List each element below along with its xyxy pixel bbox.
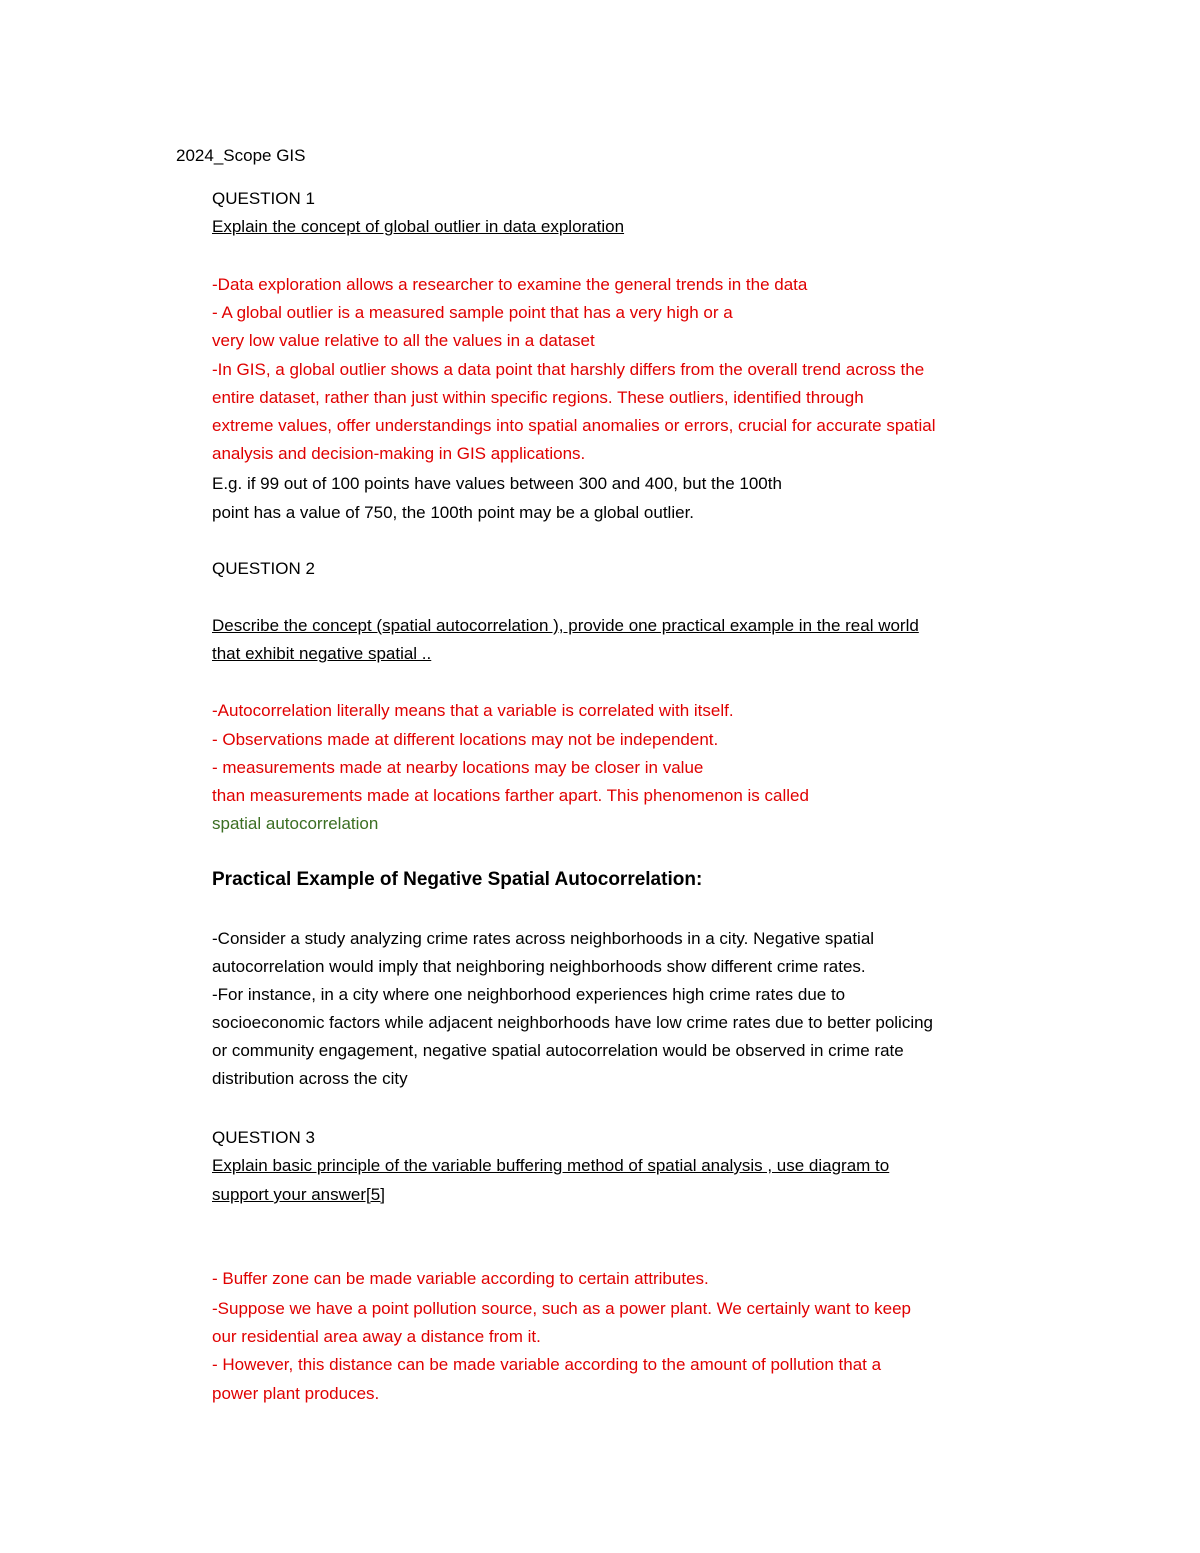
document-title: 2024_Scope GIS bbox=[176, 146, 306, 165]
q2-answer-line: than measurements made at locations farther apart. This phenomenon is called bbox=[212, 786, 809, 805]
q2-example-line: autocorrelation would imply that neighboring neighborhoods show different crime rates. bbox=[212, 957, 866, 976]
q1-example-line: point has a value of 750, the 100th point may be a global outlier. bbox=[212, 503, 695, 522]
q3-answer-line: power plant produces. bbox=[212, 1384, 380, 1403]
q2-answer-line: -Autocorrelation literally means that a variable is correlated with itself. bbox=[212, 701, 734, 720]
q1-answer-line: - A global outlier is a measured sample point that has a very high or a bbox=[212, 303, 733, 322]
q3-answer-line: - Buffer zone can be made variable according to certain attributes. bbox=[212, 1269, 709, 1288]
q2-example-line: distribution across the city bbox=[212, 1069, 408, 1088]
q3-answer-line: -Suppose we have a point pollution source, such as a power plant. We certainly want to keep bbox=[212, 1299, 911, 1318]
q2-example-line: -For instance, in a city where one neighborhood experiences high crime rates due to bbox=[212, 985, 846, 1004]
question-3-prompt-line: Explain basic principle of the variable buffering method of spatial analysis , use diagram to bbox=[212, 1156, 890, 1175]
q1-answer-line: -In GIS, a global outlier shows a data point that harshly differs from the overall trend across the bbox=[212, 360, 925, 379]
q1-example-line: E.g. if 99 out of 100 points have values between 300 and 400, but the 100th bbox=[212, 474, 782, 493]
q1-answer-line: extreme values, offer understandings into spatial anomalies or errors, crucial for accurate spatial bbox=[212, 416, 936, 435]
question-1-prompt: Explain the concept of global outlier in data exploration bbox=[212, 217, 625, 236]
q2-example-line: -Consider a study analyzing crime rates across neighborhoods in a city. Negative spatial bbox=[212, 929, 875, 948]
question-1-label: QUESTION 1 bbox=[212, 189, 315, 208]
q2-example-line: or community engagement, negative spatial autocorrelation would be observed in crime rate bbox=[212, 1041, 904, 1060]
question-3-prompt-line: support your answer[5] bbox=[212, 1185, 385, 1204]
q3-answer-line: our residential area away a distance from it. bbox=[212, 1327, 541, 1346]
q1-answer-line: -Data exploration allows a researcher to examine the general trends in the data bbox=[212, 275, 808, 294]
q1-answer-line: entire dataset, rather than just within specific regions. These outliers, identified through bbox=[212, 388, 864, 407]
q3-answer-line: - However, this distance can be made variable according to the amount of pollution that a bbox=[212, 1355, 882, 1374]
q1-answer-line: very low value relative to all the values in a dataset bbox=[212, 331, 595, 350]
question-2-prompt-line: that exhibit negative spatial .. bbox=[212, 644, 432, 663]
question-2-label: QUESTION 2 bbox=[212, 559, 315, 578]
q2-example-line: socioeconomic factors while adjacent neighborhoods have low crime rates due to better policing bbox=[212, 1013, 934, 1032]
question-2-prompt-line: Describe the concept (spatial autocorrelation ), provide one practical example in the real world bbox=[212, 616, 919, 635]
question-3-label: QUESTION 3 bbox=[212, 1128, 315, 1147]
q2-example-heading: Practical Example of Negative Spatial Autocorrelation: bbox=[212, 869, 703, 890]
q2-answer-line: - Observations made at different locations may not be independent. bbox=[212, 730, 719, 749]
q1-answer-line: analysis and decision-making in GIS applications. bbox=[212, 444, 586, 463]
q2-answer-line: - measurements made at nearby locations may be closer in value bbox=[212, 758, 704, 777]
q2-answer-term: spatial autocorrelation bbox=[212, 814, 379, 833]
